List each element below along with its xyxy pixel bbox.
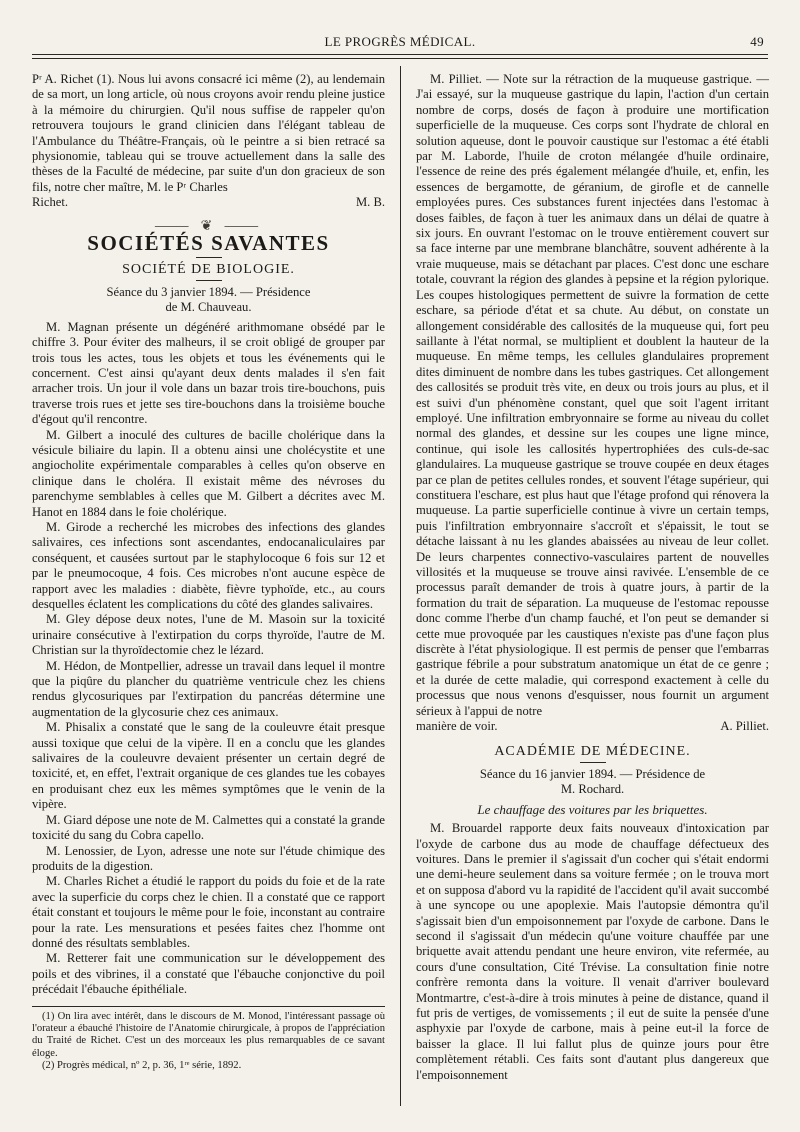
communication-paragraph: M. Phisalix a constaté que le sang de la couleuvre était presque aussi toxique que celui de la vipère. Il en a conclu que les glandes salivaires de la couleuvre devaient présenter un certain degré de toxicité, et, en effet, l'extrait organique de ces glandes tue les cobayes en produisant chez eux les mêmes symptômes que le venin de la vipère.	[32, 720, 385, 812]
header-rule-double	[32, 58, 768, 59]
brouardel-paragraph: M. Brouardel rapporte deux faits nouveaux d'intoxication par l'oxyde de carbone dus au mode de chauffage défectueux des voitures. Dans le premier il s'agissait d'un cocher qui s'était endormi une demi-heure seulement dans sa voiture fermée ; on le trouva mort et on supposa d'abord vu la rapidité de l'accident qu'il avait succombé à une syncope ou une apoplexie. Mais l'autopsie démontra qu'il s'agissait bien d'un empoisonnement par l'oxyde de carbone. Dans le second il s'agissait d'un médecin qu'une voiture chauffée par une briquette avait attendu pendant une heure environ, vite refermée, au cours d'une consultation, Cité Trévise. La consultation finie notre confrère remonta dans la voiture. Il venait d'arriver boulevard Montmartre, c'est-à-dire à trois minutes à peine de distance, quand il fut pris de vertiges, de vomissements ; il eut de suite la pensée d'une asphyxie par l'oxyde de carbone, mais à peine eut-il la force de baisser la glace. Il lui fallut plus de quinze jours pour être complètement rétabli. Ces faits sont d'autant plus dangereux que l'empoisonnement	[416, 821, 769, 1082]
society-rule	[196, 280, 222, 281]
section-title: SOCIÉTÉS SAVANTES	[87, 231, 330, 256]
intro-signature: M. B.	[355, 195, 385, 210]
communication-paragraph: M. Hédon, de Montpellier, adresse un travail dans lequel il montre que la piqûre du plancher du quatrième ventricule chez les chiens rendus glycosuriques par l'extirpation du pancréas détermine une augmentation de la glycosurie chez ces animaux.	[32, 658, 385, 719]
academy-rule	[580, 762, 606, 763]
left-column	[32, 72, 385, 1073]
topic-heading: Le chauffage des voitures par les briquettes.	[477, 801, 708, 817]
seance-line-1: Séance du 3 janvier 1894. — Présidence	[106, 284, 311, 299]
communication-paragraph: M. Giard dépose une note de M. Calmettes qui a constaté la grande toxicité du sang du Cobra capello.	[32, 812, 385, 843]
intro-end-name: Richet.	[32, 195, 69, 210]
communication-paragraph: M. Girode a recherché les microbes des infections des glandes salivaires, ces infections sont ascendantes, endocanaliculaires par conséquent, et causées surtout par le staphylocoque 6 fois sur 12 et par le pneumocoque, 4 fois. Ces microbes n'ont aucune espèce de rapport avec les maladies : diabète, fièvre typhoïde, etc., au cours desquelles éclatent les complications du côté des glandes salivaires.	[32, 519, 385, 611]
seance-line-2: de M. Chauveau.	[165, 300, 252, 315]
society-title: SOCIÉTÉ DE BIOLOGIE.	[122, 262, 295, 278]
pilliet-signature-line	[416, 719, 769, 734]
footnotes	[32, 1006, 385, 1073]
pilliet-signature: A. Pilliet.	[720, 719, 769, 734]
academy-seance-line-2: M. Rochard.	[560, 782, 625, 797]
section-rule	[196, 257, 222, 258]
header-rule	[32, 54, 768, 55]
communication-paragraph: M. Gley dépose deux notes, l'une de M. Masoin sur la toxicité urinaire consécutive à l'extirpation du corps thyroïde, l'autre de M. Christian sur la thyroïdectomie chez le lézard.	[32, 612, 385, 658]
academy-seance	[416, 767, 769, 798]
section-ornament: ⸻ ❦ ⸻	[154, 218, 263, 234]
academy-seance-line-1: Séance du 16 janvier 1894. — Présidence de	[479, 766, 706, 781]
intro-paragraph: Pʳ A. Richet (1). Nous lui avons consacré ici même (2), au lendemain de sa mort, un long article, où nous croyons avoir rendu pleine justice à la mémoire du chirurgien. Qu'il nous suffise de rappeler qu'on retrouvera toujours le grand clinicien dans l'élégant tableau de l'Ambulance du Théâtre-Français, où le peintre a si bien retracé sa physionomie, tableau qui se trouve actuellement dans la salle des thèses de la Faculté de médecine, par suite d'un don gracieux de son fils, notre cher maître, M. le Pʳ Charles	[32, 72, 385, 194]
communication-paragraph: M. Gilbert a inoculé des cultures de bacille cholérique dans la vésicule biliaire du lapin. Il a obtenu ainsi une cholécystite et une angiocholite expérimentale comparables à celles qu'on observe en clinique dans le choléra. Il existait même des névroses du parenchyme semblables à celles que M. Gilbert a décrites avec M. Hanot en 1884 dans le foie cholérique.	[32, 427, 385, 519]
right-column	[416, 72, 769, 1083]
footnote: (2) Progrès médical, nº 2, p. 36, 1ʳᵉ série, 1892.	[42, 1060, 242, 1072]
communication-paragraph: M. Retterer fait une communication sur le développement des poils et des vibrines, il a constaté que l'ébauche conjonctive du poil précédait l'ébauche épithéliale.	[32, 951, 385, 997]
pilliet-end: manière de voir.	[416, 719, 498, 734]
pilliet-paragraph: M. Pilliet. — Note sur la rétraction de la muqueuse gastrique. — J'ai essayé, sur la muqueuse gastrique du lapin, l'action d'un certain nombre de corps, dosés de façon à produire une mortification superficielle de la muqueuse. Ces corps sont l'hydrate de chloral en solution aqueuse, dont le pouvoir caustique sur l'estomac a été établi par M. Laborde, l'huile de croton mélangée d'huile ordinaire, l'essence de reine des prés également mélangée d'huile, et, enfin, les essences de bergamotte, de géranium, de girofle et de cannelle employées pures. Ces substances furent injectées dans l'estomac à doses faibles, de façon à tuer les animaux dans un délai de quatre à six jours. En ouvrant l'estomac on le trouve entièrement couvert sur sa face interne par une membrane blanchâtre, souvent adhérente à la vraie muqueuse, mais se détachant par places. C'est donc une eschare totale, couvrant la région des glandes à pepsine et la région pylorique. Les coupes histologiques permettent de suivre la formation de cette eschare, sa période d'état et sa chute. Au début, on constate un allongement considérable des callosités de la muqueuse qui, fort peu saillante à l'état normal, se multiplient et doublent la hauteur de la muqueuse. En même temps, les cellules glandulaires proprement dites diminuent de nombre dans les tubes gastriques. Cet allongement des callosités se produit très vite, en deux ou trois jours au plus, et il est suivi d'un phénomène constant, quel que soit l'agent irritant employé. Une infiltration embryonnaire se forme au niveau du collet normal des glandes, et dessine sur les coupes une ligne mince, continue, qui isole les callosités hypertrophiées des culs-de-sac glandulaires. La muqueuse gastrique se trouve coupée en deux étages par ce plan de petites cellules rondes, et souvent l'étage supérieur, qui constituera l'eschare, est plus haut que l'étage profond qui rénovera la muqueuse. La partie superficielle continue à vivre un certain temps, puis l'infiltration embryonnaire s'accroît et s'épaissit, le tout se détache laissant à nu les glandes abaissées au niveau de leur collet. De leurs charpentes connectivo-vasculaires partent de nouvelles villosités et la muqueuse se trouve ainsi ravivée. L'ensemble de ce processus paraît demander de trois à quatre jours, à partir de la formation du trait de séparation. La muqueuse de l'estomac repousse donc comme l'herbe d'un champ fauché, et l'on peut se demander si cette mue provoquée par les caustiques n'existe pas d'une façon plus discrète à l'état physiologique. Il est permis de penser que l'embarras gastrique fébrile a pour substratum anatomique un état de ce genre ; et la durée de cette maladie, qui correspond exactement à celle du processus que nous venons d'esquisser, nous fournit un argument sérieux à l'appui de notre	[416, 72, 769, 718]
communication-paragraph: M. Charles Richet a étudié le rapport du poids du foie et de la rate avec la superficie du corps chez le chien. Il a constaté que ce rapport était constant et toujours le même pour le foie, inconstant au contraire pour la rate. Les mensurations et pesées faites chez l'homme ont donné des résultats semblables.	[32, 874, 385, 950]
communication-paragraph: M. Lenossier, de Lyon, adresse une note sur l'étude chimique des produits de la digestion.	[32, 843, 385, 873]
page-number: 49	[750, 34, 764, 49]
running-header	[32, 30, 768, 52]
column-separator	[400, 66, 401, 1106]
seance-info	[32, 285, 385, 316]
journal-title: LE PROGRÈS MÉDICAL.	[324, 34, 476, 49]
intro-signature-line	[32, 195, 385, 210]
academy-title: ACADÉMIE DE MÉDECINE.	[494, 744, 691, 760]
footnote: (1) On lira avec intérêt, dans le discours de M. Monod, l'intéressant passage où l'orateur a ébauché l'histoire de l'Anatomie chirurgicale, à propos de l'appréciation du Traité de Richet. C'est un des morceaux les plus remarquables de ce savant éloge.	[32, 1010, 385, 1059]
communication-paragraph: M. Magnan présente un dégénéré arithmomane obsédé par le chiffre 3. Pour éviter des malheurs, il se croit obligé de grouper par trois tous les actes, tous les objets et tous les événements qui le concernent. C'est ainsi qu'ayant deux dents malades il s'en fait arracher trois. Un jour il vole dans un bazar trois tire-bouchons, puis traverse trois rues et jette ses tire-bouchons dans la troisième bouche d'égout qu'il rencontre.	[32, 319, 385, 427]
